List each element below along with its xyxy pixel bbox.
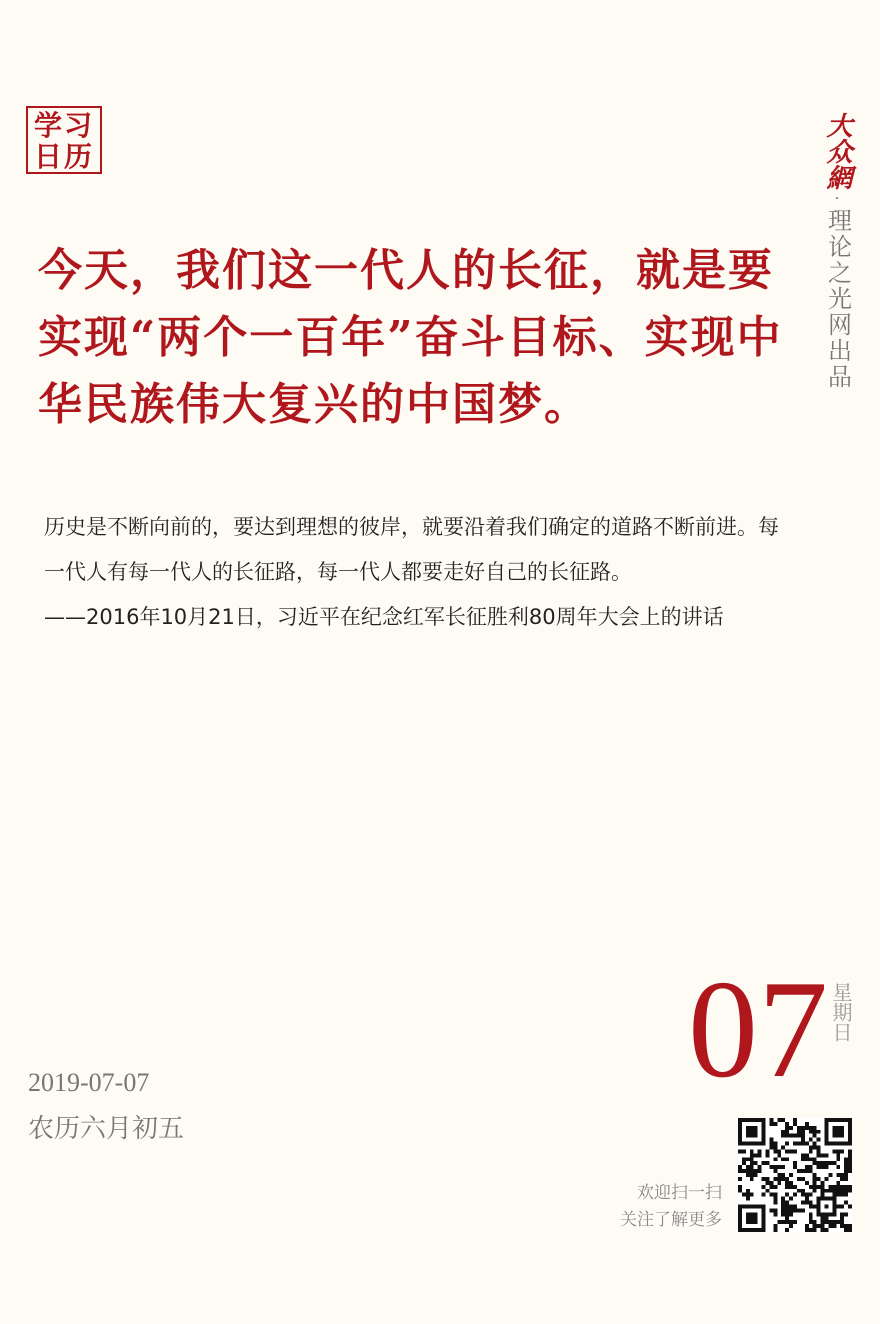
brand-separator: · [834,191,840,207]
stamp-line-2: 日历 [33,140,94,173]
gregorian-date: 2019-07-07 [28,1068,150,1097]
quote-headline: 今天，我们这一代人的长征，就是要实现“两个一百年”奋斗目标、实现中华民族伟大复兴的中国梦。 [38,245,783,430]
qr-code-icon[interactable] [738,1118,852,1232]
xuexi-rili-stamp [26,106,102,174]
brand-credit: 理论之光网出品 [823,208,852,390]
weekday-label: 星期日 [829,982,853,1042]
qr-caption [608,1180,722,1234]
quote-body [44,505,779,640]
dazhong-logo: 大众網 [822,112,852,190]
brand-column [820,112,854,390]
quote-paragraph: 历史是不断向前的，要达到理想的彼岸，就要沿着我们确定的道路不断前进。每一代人有每一代人的长征路，每一代人都要走好自己的长征路。 [44,515,779,584]
quote-source: ——2016年10月21日，习近平在纪念红军长征胜利80周年大会上的讲话 [44,605,724,629]
qr-caption-line-1: 欢迎扫一扫 [637,1183,722,1203]
lunar-date: 农历六月初五 [28,1114,185,1144]
day-number: 07 [688,952,828,1107]
stamp-line-1: 学习 [33,109,94,142]
qr-caption-line-2: 关注了解更多 [620,1210,722,1230]
